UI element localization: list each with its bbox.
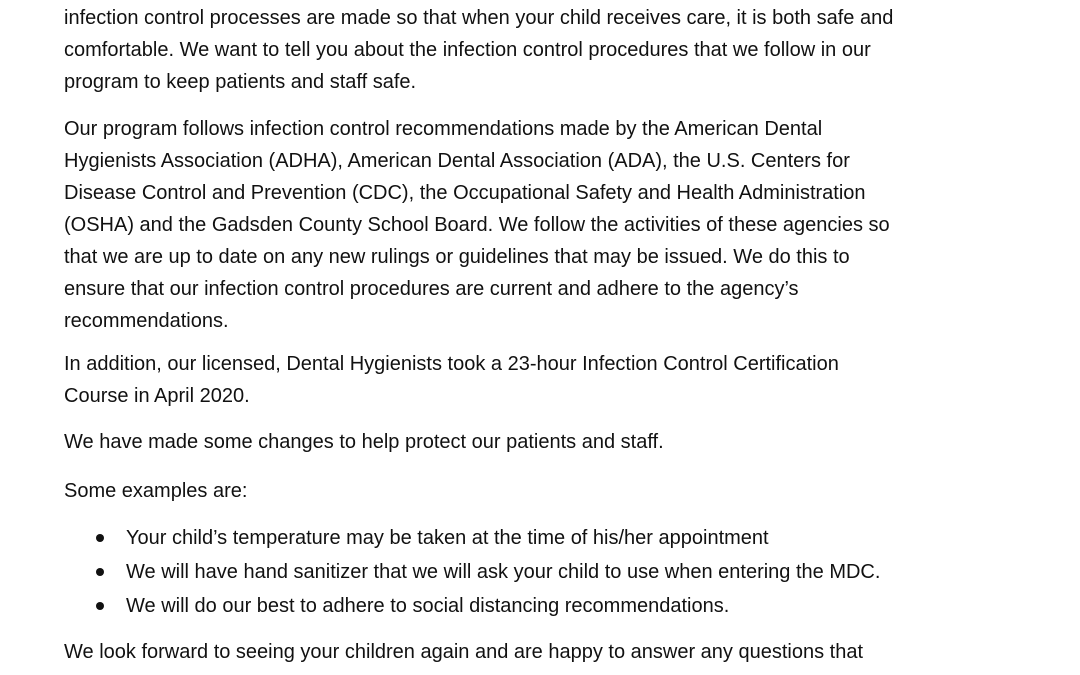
text-line: In addition, our licensed, Dental Hygienists took a 23-hour Infection Control Certification xyxy=(64,353,839,375)
text-line: Disease Control and Prevention (CDC), the Occupational Safety and Health Administration xyxy=(64,182,866,204)
paragraph-changes xyxy=(64,426,1024,458)
text-line: We look forward to seeing your children again and are happy to answer any questions that xyxy=(64,641,864,663)
bullet-icon xyxy=(96,534,104,542)
text-line: Hygienists Association (ADHA), American Dental Association (ADA), the U.S. Centers for xyxy=(64,150,850,172)
list-item xyxy=(92,555,1052,589)
paragraph-infection-control-intro xyxy=(64,2,1024,98)
list-item-text: We will have hand sanitizer that we will ask your child to use when entering the MDC. xyxy=(126,561,881,583)
paragraph-examples-heading xyxy=(64,475,1024,507)
list-item xyxy=(92,589,1052,623)
paragraph-recommendations xyxy=(64,113,1024,337)
text-line: program to keep patients and staff safe. xyxy=(64,71,417,93)
bullet-icon xyxy=(96,568,104,576)
list-item xyxy=(92,521,1052,555)
text-line: that we are up to date on any new rulings or guidelines that may be issued. We do this to xyxy=(64,246,850,268)
bullet-icon xyxy=(96,602,104,610)
text-line: Course in April 2020. xyxy=(64,385,250,407)
text-line: We have made some changes to help protect our patients and staff. xyxy=(64,431,664,453)
text-line: recommendations. xyxy=(64,310,229,332)
text-line: Our program follows infection control recommendations made by the American Dental xyxy=(64,118,823,140)
list-item-text: Your child’s temperature may be taken at the time of his/her appointment xyxy=(126,527,769,549)
examples-bullet-list xyxy=(92,521,1052,623)
text-line: comfortable. We want to tell you about the infection control procedures that we follow in our xyxy=(64,39,871,61)
paragraph-closing xyxy=(64,636,1024,668)
text-line: infection control processes are made so that when your child receives care, it is both safe and xyxy=(64,7,894,29)
text-line: Some examples are: xyxy=(64,480,248,502)
paragraph-certification xyxy=(64,348,1024,412)
text-line: ensure that our infection control procedures are current and adhere to the agency’s xyxy=(64,278,799,300)
list-item-text: We will do our best to adhere to social distancing recommendations. xyxy=(126,595,730,617)
text-line: (OSHA) and the Gadsden County School Board. We follow the activities of these agencies so xyxy=(64,214,890,236)
